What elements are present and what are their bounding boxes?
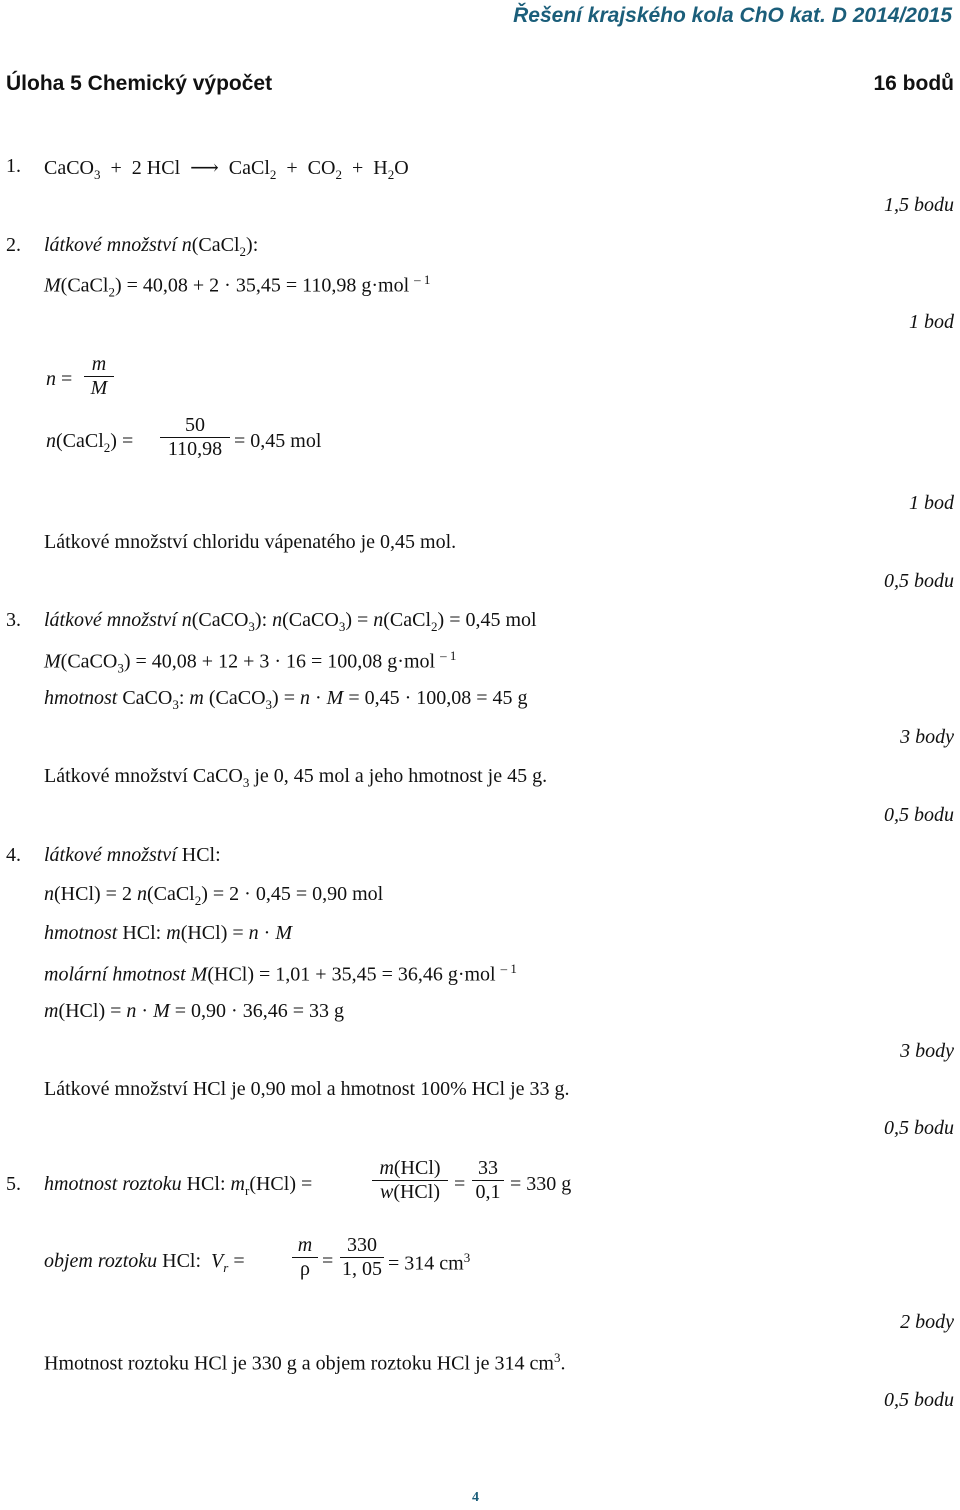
s2-n-cacl2-label: n(CaCl$_2$) = <box>46 430 134 455</box>
s5-volume-label: objem roztoku HCl: $V_r$ = <box>44 1250 245 1275</box>
s4-mass: m(HCl) = n · M = 0,90 · 36,46 = 33 g <box>44 1000 344 1022</box>
task-points: 16 bodů <box>873 72 954 95</box>
points-1: 1,5 bodu <box>884 194 954 216</box>
s5-mass-result: = 330 g <box>510 1173 572 1195</box>
fraction-330-over-105: 330 1, 05 <box>342 1234 382 1280</box>
s3-conclusion: Látkové množství CaCO$_3$ je 0, 45 mol a jeho hmotnost je 45 g. <box>44 765 548 790</box>
s5-conclusion: Hmotnost roztoku HCl je 330 g a objem roztoku HCl je 314 $cm^3$. <box>44 1350 566 1375</box>
s3-heading: látkové množství n(CaCO$_3$): n(CaCO$_3$) = n(CaCl$_2$) = 0,45 mol <box>44 609 537 634</box>
fraction-m-over-M: m M <box>84 353 114 400</box>
fraction-33-over-01: 33 0,1 <box>472 1157 504 1204</box>
item-number-5: 5. <box>6 1173 21 1195</box>
reaction-equation: CaCO$_3$ + 2 HCl ⟶ CaCl$_2$ + $CO_2 + H_2O$ <box>44 157 409 182</box>
points-2: 1 bod <box>909 311 954 333</box>
s5-eq-1: = <box>454 1173 466 1195</box>
s2-n-label: n = <box>46 368 73 390</box>
item-number-1: 1. <box>6 155 21 177</box>
points-3: 1 bod <box>909 492 954 514</box>
points-5: 3 body <box>900 726 954 748</box>
s5-heading: hmotnost roztoku HCl: $m_r(HCl)$ = <box>44 1173 313 1198</box>
points-4: 0,5 bodu <box>884 570 954 592</box>
points-7: 3 body <box>900 1040 954 1062</box>
s5-volume-result: = 314 $cm^3$ <box>388 1250 471 1275</box>
s4-molar-mass: molární hmotnost M(HCl) = 1,01 + 35,45 = 36,46 g·mol $^{- 1}$ <box>44 961 517 986</box>
s2-molar-mass: M(CaCl$_2$) = 40,08 + 2 · 35,45 = 110,98 g·mol $^{- 1}$ <box>44 272 431 300</box>
fraction-50-over-110: 50 110,98 <box>160 414 230 461</box>
points-8: 0,5 bodu <box>884 1117 954 1139</box>
s4-amount: n(HCl) = 2 n(CaCl$_2$) = 2 · 0,45 = 0,90 mol <box>44 883 384 908</box>
s3-mass: hmotnost CaCO$_3$: m (CaCO$_3$) = n · M = 0,45 · 100,08 = 45 g <box>44 687 528 712</box>
fraction-m-over-rho: m ρ <box>292 1234 318 1281</box>
item-number-2: 2. <box>6 234 21 256</box>
s2-conclusion: Látkové množství chloridu vápenatého je 0,45 mol. <box>44 531 457 553</box>
s4-heading: látkové množství HCl: <box>44 844 221 866</box>
s2-result: = 0,45 mol <box>234 430 322 452</box>
points-10: 0,5 bodu <box>884 1389 954 1411</box>
s2-heading: látkové množství n(CaCl$_2$): <box>44 234 259 259</box>
s5-eq-2: = <box>322 1250 334 1272</box>
page-number: 4 <box>472 1490 479 1505</box>
document-header: Řešení krajského kola ChO kat. D 2014/2015 <box>513 4 952 27</box>
s4-conclusion: Látkové množství HCl je 0,90 mol a hmotnost 100% HCl je 33 g. <box>44 1078 570 1100</box>
points-9: 2 body <box>900 1311 954 1333</box>
item-number-4: 4. <box>6 844 21 866</box>
fraction-mHCl-over-wHCl: m(HCl) w(HCl) <box>372 1157 448 1204</box>
item-number-3: 3. <box>6 609 21 631</box>
s4-mass-formula: hmotnost HCl: m(HCl) = n · M <box>44 922 292 944</box>
s3-molar-mass: M(CaCO$_3$) = 40,08 + 12 + 3 · 16 = 100,08 g·mol $^{- 1}$ <box>44 648 457 676</box>
task-title: Úloha 5 Chemický výpočet <box>6 72 273 95</box>
points-6: 0,5 bodu <box>884 804 954 826</box>
